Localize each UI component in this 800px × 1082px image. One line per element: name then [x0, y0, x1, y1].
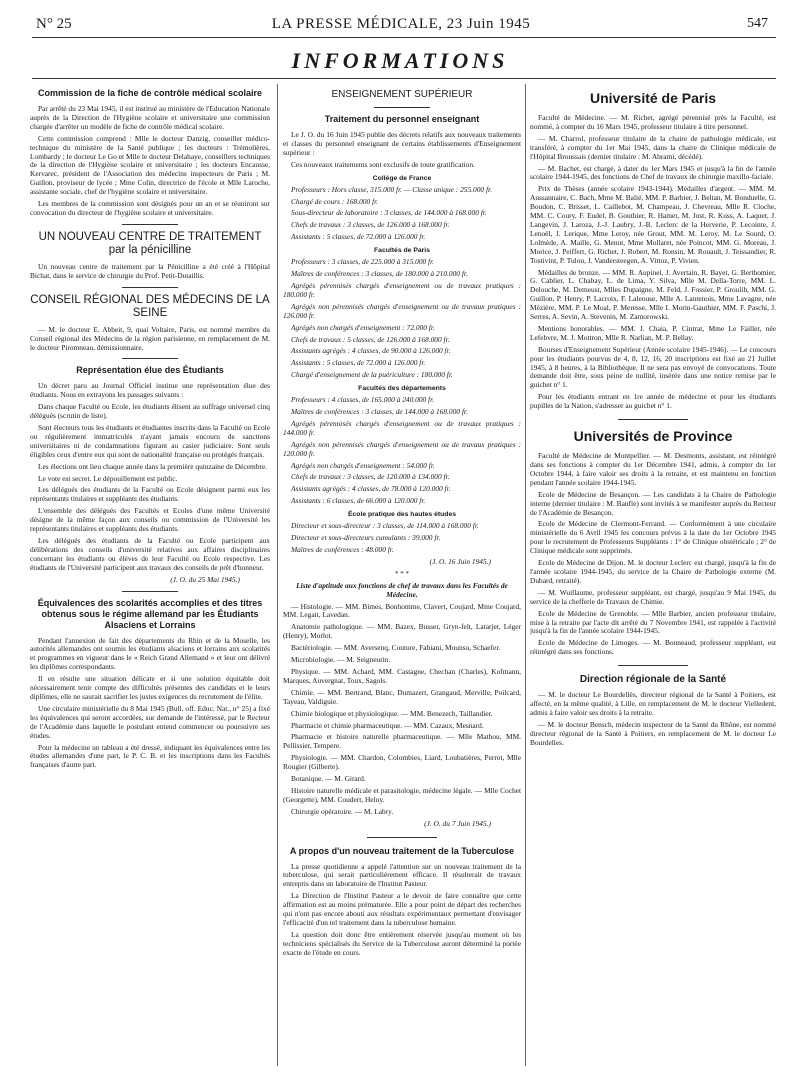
section-rule [32, 78, 776, 79]
citation: (J. O. du 7 Juin 1945.) [424, 818, 491, 828]
list-line: Histoire naturelle médicale et parasitologie, médecine légale. — Mlle Cochet (Georgette), MM. Coudert, Heluy. [283, 785, 521, 804]
article-heading: CONSEIL RÉGIONAL DES MÉDECINS DE LA SEINE [30, 293, 270, 319]
divider [367, 837, 437, 838]
column-middle [283, 86, 521, 1066]
paragraph: Bourses d'Enseignement Supérieur (Année scolaire 1945-1946). — Le concours pour les étudiants pourvus de 4, 8, 12, 16, 20 inscriptions est fixé au 21 Juillet 1945, à 8 heures, à la Bibliothèque. Il ne sera pas envoyé de convocations. Toute demande doit être, sous peine de nullité, insérée dans une notice remise par le guichet n° 1. [530, 344, 776, 390]
list-line: Chimie. — MM. Bertrand, Blanc, Dumazert, Grangaud, Merville, Poilcard, Tayeau, Valdiguie. [283, 687, 521, 706]
paragraph: Cette commission comprend : Mlle le docteur Danzig, conseiller médico-technique du ministère de la Santé publique ; les docteurs : Trémolières, Lombardy ; le docteur Le Go et Mlle le docteur Delahaye, conseillers techniques de la direction de l'Hygiène scolaire et universitaire ; les docteurs Encausse, Kervarec, président de l'Association des médecins inspecteurs de Paris ; M. Guillon, proviseur de lycée ; Mme Colin, directrice de l'école et Mlle Laroche, assistante sociale, chef de l'hygiène scolaire et universitaire. [30, 133, 270, 197]
salary-line: Assistants : 5 classes, de 72.000 à 126.000 fr. [291, 358, 426, 368]
citation: (J. O. du 25 Mai 1945.) [170, 574, 240, 584]
article-heading: Direction régionale de la Santé [579, 674, 727, 686]
salary-line: Directeur et sous-directeurs cumulants : 39.000 fr. [291, 533, 441, 543]
paragraph: — M. le docteur Le Bourdellès, directeur régional de la Santé à Poitiers, est affecté, en la même qualité, à Lille, en remplacement de M. le docteur Vielledent, admis à faire valoir ses droits à la retraite. [530, 690, 776, 717]
salary-line: Assistants : 6 classes, de 66.000 à 120.000 fr. [291, 496, 426, 506]
divider [122, 224, 178, 225]
list-heading: Liste d'aptitude aux fonctions de chef de travaux dans les Facultés de Médecine. [296, 580, 508, 599]
divider [618, 665, 688, 666]
column-divider [277, 84, 278, 1066]
salary-line: Assistants agrégés : 4 classes, de 78.000 à 120.000 fr. [291, 484, 451, 494]
paragraph: Ecole de Médecine de Limoges. — M. Bonneaud, professeur suppléant, est réintégré dans ses fonctions. [530, 638, 776, 657]
salary-line: Chefs de travaux : 3 classes, de 126.000 à 168.000 fr. [291, 220, 450, 230]
salary-line: Sous-directeur de laboratoire : 3 classes, de 144.000 à 168.000 fr. [291, 208, 487, 218]
paragraph: Les élections ont lieu chaque année dans la première quinzaine de Décembre. [38, 461, 268, 471]
paragraph: Sont électeurs tous les étudiants et étudiantes inscrits dans la Faculté ou Ecole ou régulièrement immatriculés n'ayant jamais encouru de sanctions universitaires ni de condamnations figurant au casier judiciaire. Sont seuls éligibles ceux d'entre eux qui sont de nationalité française ou protégés français. [30, 423, 270, 459]
salary-line: Agrégés pérennisés chargés d'enseignement ou de travaux pratiques : 144.000 fr. [283, 418, 521, 437]
salary-line: Chefs de travaux : 5 classes, de 126.000 à 168.000 fr. [291, 334, 450, 344]
paragraph: — M. le docteur Bensch, médecin inspecteur de la Santé du Rhône, est nommé directeur régional de la Santé à Poitiers, en remplacement de M. le docteur Le Bourdelles. [530, 719, 776, 747]
paragraph: Ecole de Médecine de Dijon. M. le docteur Leclerc est chargé, jusqu'à la fin de l'année scolaire 1944-1945, du service de la Chaire de Pathologie externe (M. Dubard, retraité). [530, 558, 776, 585]
ornament: * * * [395, 569, 409, 578]
paragraph: Ecole de Médecine de Besançon. — Les candidats à la Chaire de Pathologie interne (dernier titulaire : M. Baufle) sont invités à se manifester auprès du Recteur de l'Académie de Besançon. [530, 489, 776, 517]
list-line: Pharmacie et histoire naturelle pharmaceutique. — Mlle Mathou, MM. Pellissier, Tempere. [283, 732, 521, 751]
article-heading: A propos d'un nouveau traitement de la Tuberculose [289, 845, 515, 856]
list-line: Botanique. — M. Girard. [291, 774, 366, 784]
subheading: École pratique des hautes études [347, 511, 457, 519]
list-line: Chimie biologique et physiologique. — MM. Benezech, Taillandier. [291, 708, 493, 718]
list-line: — Histologie. — MM. Bimes, Bonhomme, Clavert, Coujard, Mme Coujard, MM. Legait, Lavedan. [283, 601, 521, 620]
paragraph: Ces nouveaux traitements sont exclusifs de toute gratification. [291, 159, 475, 169]
section-title: INFORMATIONS [291, 48, 509, 73]
paragraph: Un nouveau centre de traitement par la Pénicilline a été créé à l'Hôpital Bichat, dans le service de chirurgie du Prof. Petit-Dutaillis. [30, 261, 270, 280]
article-heading: Équivalences des scolarités accomplies et des titres obtenus sous le régime allemand par les Étudiants Alsaciens et Lorrains [37, 597, 263, 630]
paragraph: La question doit donc être entièrement réservée jusqu'au moment où les techniciens spécialisés du Service de la Tuberculose auront déterminé la portée exacte de l'étude en cours. [283, 929, 521, 957]
salary-line: Chefs de travaux : 3 classes, de 120.000 à 134.000 fr. [291, 472, 450, 482]
list-line: Microbiologie. — M. Seigneurin. [291, 655, 391, 665]
salary-line: Agrégés non pérennisés chargés d'enseignement ou de travaux pratiques : 126.000 fr. [283, 301, 521, 320]
divider [122, 287, 178, 288]
salary-line: Maîtres de conférences : 48.000 fr. [291, 545, 394, 554]
paragraph: Les membres de la commission sont désignés pour un an et se réuniront sur convocation du directeur de l'hygiène scolaire et universitaire. [30, 199, 270, 217]
paragraph: Faculté de Médecine. — M. Richet, agrégé pérennisé près la Faculté, est nommé, à compter du 16 Mars 1945, professeur titulaire à titre personnel. [530, 113, 776, 131]
paragraph: Dans chaque Faculté ou Ecole, les étudiants élisent au suffrage universel cinq délégués (scrutin de liste). [30, 402, 270, 421]
section-heading: Universités de Province [573, 428, 733, 445]
paragraph: Les délégués des étudiants de la Faculté ou Ecole désignent parmi eux les représentants titulaires et suppléants des étudiants. [30, 485, 270, 504]
salary-line: Professeurs : 3 classes, de 225.000 à 315.000 fr. [291, 257, 435, 267]
header-rule [32, 37, 776, 38]
divider [374, 107, 430, 108]
paragraph: Par arrêté du 23 Mai 1945, il est institué au ministère de l'Education Nationale auprès de la Direction de l'Hygiène scolaire et universitaire une commission chargée d'arrêter un modèle de fiche de contrôle médical scolaire. [30, 104, 270, 131]
page-ref: 547 [747, 16, 768, 31]
column-divider [525, 84, 526, 1066]
paragraph: Le vote est secret. Le dépouillement est public. [38, 473, 178, 483]
paragraph: La presse quotidienne a appelé l'attention sur un nouveau traitement de la tuberculose, qui serait particulièrement efficace. Il résulterait de travaux entrepris dans un laboratoire de l'Institut Pasteur. [283, 861, 521, 889]
divider [122, 591, 178, 592]
subheading: Collège de France [372, 174, 432, 182]
divider [618, 419, 688, 420]
subheading: Facultés de Paris [374, 247, 430, 255]
paragraph: — M. Charrol, professeur titulaire de la chaire de pathologie médicale, est transféré, à compter du 1er Mai 1945, dans la chaire de Clinique médicale de l'Hôpital Broussais (dernier titulaire : M. Abrami, décédé). [530, 133, 776, 161]
article-heading: UN NOUVEAU CENTRE DE TRAITEMENT par la pénicilline [38, 230, 262, 256]
paragraph: Pour la médecine un tableau a été dressé, indiquant les équivalences entre les études allemandes d'une part, le P. C. B. et les inscriptions dans les Facultés françaises d'autre part. [30, 742, 270, 770]
paragraph: Pour les étudiants entrant en 1re année de médecine et pour les étudiants pupilles de la Nation, s'adresser au guichet n° 1. [530, 392, 776, 411]
page-header [28, 14, 774, 36]
paragraph: — M. Bachet, est chargé, à dater du 1er Mars 1945 et jusqu'à la fin de l'année scolaire 1944-1945, des fonctions de Chef de travaux de chirurgie maxillo-faciale. [530, 163, 776, 182]
salary-line: Professeurs : 4 classes, de 165.000 à 240.000 fr. [291, 395, 435, 405]
salary-line: Maîtres de conférences : 3 classes, de 180.000 à 210.000 fr. [291, 269, 468, 279]
list-line: Anatomie pathologique. — MM. Bazex, Busser, Gryn-felt, Latarjet, Léger (Henry), Morlot. [283, 622, 521, 641]
paragraph: Le J. O. du 16 Juin 1945 publie des décrets relatifs aux nouveaux traitements et classes du personnel enseignant de certains établissements d'Enseignement supérieur : [283, 130, 521, 157]
section-heading: ENSEIGNEMENT SUPÉRIEUR [331, 89, 473, 100]
salary-line: Agrégés non pérennisés chargés d'enseignement ou de travaux pratiques : 120.000 fr. [283, 439, 521, 458]
salary-line: Chargé d'enseignement de la puériculture : 180.000 fr. [291, 370, 453, 380]
list-line: Chirurgie opératoire. — M. Labry. [291, 806, 394, 816]
salary-line: Assistants : 5 classes, de 72.000 à 126.000 fr. [291, 232, 426, 242]
salary-line: Maîtres de conférences : 3 classes, de 144.000 à 168.000 fr. [291, 407, 468, 417]
salary-line: Assistants agrégés : 4 classes, de 90.000 à 126.000 fr. [291, 346, 451, 356]
article-heading: Représentation élue des Étudiants [76, 365, 224, 376]
column-left [30, 86, 270, 1066]
paragraph: Prix de Thèses (année scolaire 1943-1944). Médailles d'argent. — MM. M. Aussannaire, C. Bach, Mme M. Balié, MM. P. Barbier, J. Beltan, M. Bonduelle, G. Boudon, C. Brisset, L. Caillebot, M. Champeau, J. Chevreau, Mlle R. Cloche, MM. C. Coury, F. Eudel, B. Gouthier, R. Hamet, M. Jost, R. Kuss, A. Laquet, J. Langevin, J. Laroza, J.-J. Laubry, J.-B. Leclerc de la Herverie, P. Lecointe, J. Lenoël, J. Lerique, Mme Leroy, née Grout, MM. M. Leroy, M. Le Sourd, O. Lolmède, A. Maille, G. Menut, Mme Mollaret, née Poincot, MM. G. Moreau, J. Morice, J. Peiffert, G. Richet, J. Robert, M. Ronsin, M. Rouault, J. Teissandier, R. Tostivint, P. Tulou, J. Vandersteegen, A. Vittoz, P. Vivien. [530, 184, 776, 265]
paragraph: L'ensemble des délégués des Facultés et Ecoles d'une même Université désigne de la même façon aux conseils ou commission de l'Université les représentants titulaires et suppléants des étudiants. [30, 506, 270, 534]
salary-line: Agrégés pérennisés chargés d'enseignement ou de travaux pratiques : 180.000 fr. [283, 280, 521, 299]
salary-line: Chargé de cours : 168.000 fr. [291, 196, 378, 206]
paragraph: Ecole de Médecine de Clermont-Ferrand. — Conformément à une circulaire ministérielle du 6 Avril 1945 les concours prévus à la date du 1er Octobre 1945 pour le recrutement de Professeurs Suppléants : 1° de Clinique obstétricale ; 2° de Clinique médicale sont supprimés. [530, 519, 776, 556]
paragraph: Les délégués des étudiants de la Faculté ou Ecole participent aux délibérations des conseils d'université relatives aux affaires disciplinaires concernant les étudiants ou élèves de leur Faculté ou Ecole respective. Les étudiants de l'Université participent aux travaux des conseils de prêt d'honneur. [30, 536, 270, 572]
citation: (J. O. 16 Juin 1945.) [429, 556, 491, 566]
journal-title: LA PRESSE MÉDICALE, 23 Juin 1945 [271, 16, 531, 32]
paragraph: Un décret paru au Journal Officiel institue une représentation élue des étudiants. Nous en extrayons les passages suivants : [30, 381, 270, 400]
salary-line: Agrégés non chargés d'enseignement : 72.000 fr. [291, 322, 435, 332]
paragraph: Une circulaire ministérielle du 8 Mai 1945 (Bull. off. Educ. Nat., n° 25) a fixé les équivalences qui seront accordées, sur demande de l'intéressé, par le Recteur de l'Académie dans laquelle le postulant entend commencer ou poursuivre ses études. [30, 703, 270, 740]
section-heading: Université de Paris [589, 90, 717, 106]
salary-line: Agrégés non chargés d'enseignement : 54.000 fr. [291, 460, 435, 470]
list-line: Pharmacie et chimie pharmaceutique. — MM. Cazaux, Mesnard. [291, 720, 484, 730]
list-line: Bactériologie. — MM. Aversenq, Couture, Fabiani, Mounsu, Schaefer. [291, 643, 501, 653]
paragraph: Faculté de Médecine de Montpellier. — M. Desmonts, assistant, est réintégré dans ses fonctions à compter du 1er Décembre 1941, admis, à compter du 1er Octobre 1944, à faire valoir ses droits à la retraite, et est maintenu en fonction pendant l'année scolaire 1944-1945. [530, 451, 776, 487]
column-right [530, 86, 776, 1066]
salary-line: Professeurs : Hors classe, 315.000 fr. — Classe unique : 255.000 fr. [291, 184, 492, 194]
paragraph: Pendant l'annexion de fait des départements du Rhin et de la Moselle, les autorités allemandes ont soumis les étudiants alsaciens et lorrains aux scolarités et programmes en vigueur dans le « Reich Grand Allemand » et leur ont délivré les diplômes correspondants. [30, 635, 270, 672]
list-line: Physiologie. — MM. Chardon, Colombies, Liard, Loubatières, Perrot, Mlle Rougier (Gilberte). [283, 753, 521, 772]
paragraph: Ecole de Médecine de Grenoble. — Mlle Barbier, ancien professeur titulaire, mise à la retraite par l'acte dit arrêté du 7 Novembre 1941, est rappelée à l'activité jusqu'à la fin de l'année scolaire 1944-1945. [530, 608, 776, 636]
paragraph: Mentions honorables. — MM. J. Chaia, P. Cintrat, Mme Le Failler, née Lefebvre, M. J. Mottron, Mlle R. Narlian, M. P. Bellay. [530, 323, 776, 342]
paragraph: La Direction de l'Institut Pasteur a le devoir de faire connaître que cette affirmation est au moins prématurée. Elle a pour point de départ des recherches qui n'ont pas encore abouti aux résultats expérimentaux permettant d'envisager l'efficacité d'un tel traitement dans la tuberculose humaine. [283, 891, 521, 927]
subheading: Facultés des départements [358, 385, 446, 393]
page-number: N° 25 [36, 16, 72, 32]
paragraph: Médailles de bronze. — MM. R. Aupinel, J. Avertain, R. Bayet, G. Berthomier, G. Cablier, L. Chabay, L. de Lima, Y. Silva, Mlle M. Della-Torre, MM. L. Delouche, M. Demeust, Mlles Dupaigne, M. Feld, J. Fossier, P. Groulib, MM. G. Guillon, P. Henry, P. Lacroix, F. Laleouse, Mlle A. Lantenois, Mme Lavagne, née Mézière, MM. P. Le Moal, P. Meresse, Mlle I. Morin-Gauthier, MM. F. Paschi, J. Serres, A. Sevin, A. Stevenin, M. Zamorowski. [530, 267, 776, 322]
paragraph: — M. Wuillaume, professeur suppléant, est chargé, jusqu'au 9 Mai 1945, du service de la chefferie de Travaux de Chimie. [530, 587, 776, 606]
divider [122, 358, 178, 359]
paragraph: — M. le docteur E. Abbeit, 9, quai Voltaire, Paris, est nommé membre du Conseil régional des Médecins de la région parisienne, en remplacement de M. le docteur Piromneau, démissionnaire. [30, 324, 270, 352]
salary-line: Directeur et sous-directeur : 3 classes, de 114.000 à 168.000 fr. [291, 521, 479, 531]
paragraph: Il en résulte une situation délicate et si une solution équitable doit nécessairement tenir compte des difficultés présentes des candidats et le leurs diplômes, elle ne saurait sacrifier les justes exigences du recrutement de l'élite. [30, 674, 270, 701]
article-heading: Traitement du personnel enseignant [324, 114, 480, 124]
list-line: Physique. — MM. Achard, MM. Castagne, Chechan (Charles), Kofmann, Marques, Auvergnat, Toux, Sagols. [283, 666, 521, 685]
article-heading: Commission de la fiche de contrôle médical scolaire [37, 88, 263, 98]
